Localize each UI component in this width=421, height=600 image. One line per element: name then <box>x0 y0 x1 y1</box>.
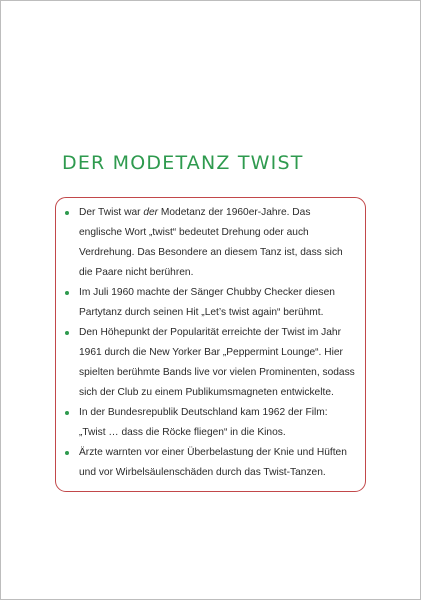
list-item <box>79 403 355 443</box>
list-item <box>79 443 355 483</box>
bullet-icon <box>65 411 69 415</box>
list-item-text: Den Höhepunkt der Popularität erreichte der Twist im Jahr 1961 durch die New Yorker Bar „Peppermint Lounge“. Hier spielten berühmte Bands live vor vielen Prominenten, sodass sich der Club zu einem Publikumsmagneten entwickelte. <box>79 327 355 398</box>
list-item-text: Ärzte warnten vor einer Überbelastung der Knie und Hüften und vor Wirbelsäulenschäden durch das Twist-Tanzen. <box>79 447 347 478</box>
list-item-text: In der Bundesrepublik Deutschland kam 1962 der Film: „Twist … dass die Röcke fliegen“ in die Kinos. <box>79 407 328 438</box>
bullet-list <box>56 198 365 483</box>
list-item-text: Im Juli 1960 machte der Sänger Chubby Checker diesen Partytanz durch seinen Hit „Let’s twist again“ berühmt. <box>79 287 335 318</box>
bullet-icon <box>65 331 69 335</box>
bullet-icon <box>65 291 69 295</box>
list-item <box>79 203 355 283</box>
info-box <box>55 197 366 492</box>
page-title: DER MODETANZ TWIST <box>62 152 304 174</box>
emphasis-text: der <box>143 207 159 218</box>
list-item-text-start: Der Twist war <box>79 207 144 218</box>
list-item-text-end: Modetanz der 1960er-Jahre. Das englische Wort „twist“ bedeutet Drehung oder auch Verdrehung. Das Besondere an diesem Tanz ist, dass sich die Paare nicht berühren. <box>79 207 343 278</box>
bullet-icon <box>65 211 69 215</box>
list-item <box>79 323 355 403</box>
bullet-icon <box>65 451 69 455</box>
list-item <box>79 283 355 323</box>
